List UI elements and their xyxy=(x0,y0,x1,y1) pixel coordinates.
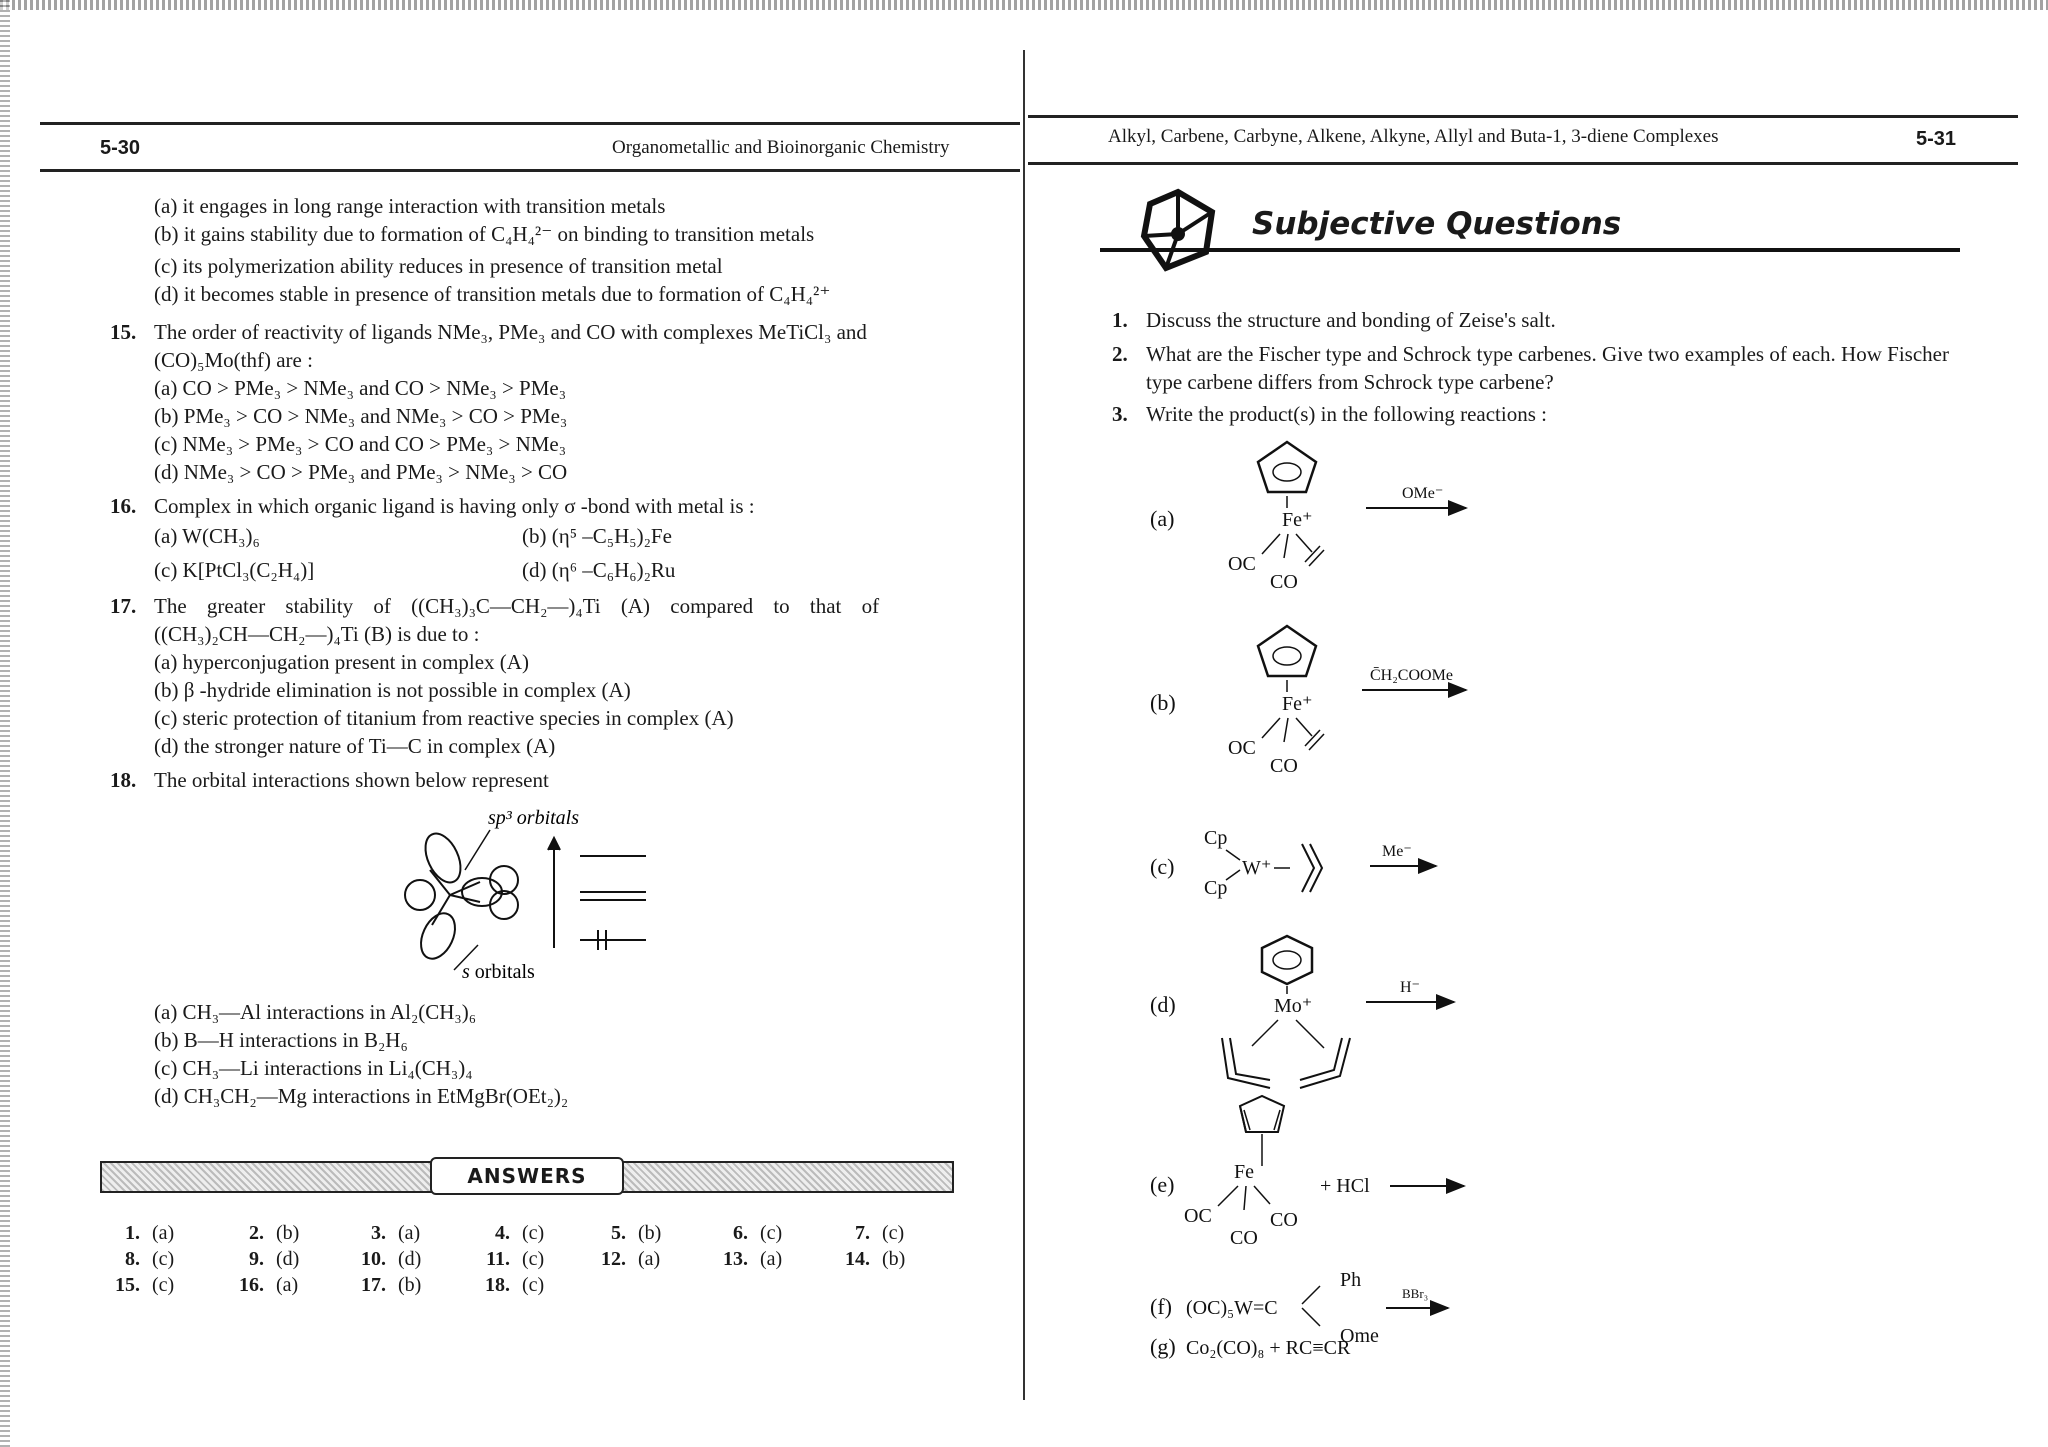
answer-number: 18. xyxy=(485,1274,510,1296)
answer-choice: (c) xyxy=(760,1222,783,1244)
answer-choice: (a) xyxy=(638,1248,661,1270)
answer-item xyxy=(586,1248,660,1271)
answer-item xyxy=(346,1248,421,1271)
section-title: Subjective Questions xyxy=(1252,206,1622,242)
question-17 xyxy=(110,592,950,760)
reaction-e-oc: OC xyxy=(1184,1205,1212,1227)
reaction-a-oc: OC xyxy=(1228,553,1256,575)
answer-item xyxy=(346,1222,420,1245)
reaction-b-label: (b) xyxy=(1150,690,1176,715)
answer-item xyxy=(470,1248,544,1271)
reaction-g-formula: Co₂(CO)₈ + RC≡CR xyxy=(1186,1337,1351,1359)
reaction-d xyxy=(1150,936,1454,1088)
answer-choice: (a) xyxy=(276,1274,299,1296)
s-orbitals-label: s orbitals xyxy=(462,961,535,983)
q18-option-a: (a) CH₃—Al interactions in Al₂(CH₃)₆ xyxy=(154,1000,477,1024)
q14-option-b: (b) it gains stability due to formation of C₄H₄²⁻ on binding to transition metals xyxy=(154,222,815,246)
reaction-d-reagent: H⁻ xyxy=(1400,979,1420,996)
q15-text: The order of reactivity of ligands NMe₃, PMe₃ and CO with complexes MeTiCl₃ and xyxy=(154,320,867,344)
answer-item xyxy=(224,1222,299,1245)
reaction-d-label: (d) xyxy=(1150,992,1176,1017)
left-page-number: 5-30 xyxy=(100,137,141,159)
sq3-text: Write the product(s) in the following reactions : xyxy=(1146,402,1547,426)
q17-option-a: (a) hyperconjugation present in complex (A) xyxy=(154,650,529,674)
q15-option-c: (c) NMe₃ > PMe₃ > CO and CO > PMe₃ > NMe₃ xyxy=(154,432,567,456)
q15-option-b: (b) PMe₃ > CO > NMe₃ and NMe₃ > CO > PMe₃ xyxy=(154,404,568,428)
q17-option-d: (d) the stronger nature of Ti—C in complex (A) xyxy=(154,734,556,758)
answer-number: 14. xyxy=(845,1248,870,1270)
sq2-text: What are the Fischer type and Schrock type carbenes. Give two examples of each. How Fischer xyxy=(1146,342,1949,366)
answer-choice: (c) xyxy=(522,1274,545,1296)
answer-number: 6. xyxy=(733,1222,748,1244)
q14-options xyxy=(44,192,830,308)
left-running-title: Organometallic and Bioinorganic Chemistry xyxy=(612,137,950,158)
answer-choice: (a) xyxy=(398,1222,421,1244)
reaction-f-ome: Ome xyxy=(1340,1325,1379,1347)
answers-title: ANSWERS xyxy=(430,1157,624,1195)
answer-item xyxy=(830,1222,904,1245)
subjective-q3 xyxy=(1112,400,1972,428)
answer-item xyxy=(100,1222,174,1245)
q14-option-a: (a) it engages in long range interaction with transition metals xyxy=(154,194,666,218)
reaction-c xyxy=(1150,827,1436,899)
q18-option-b: (b) B—H interactions in B₂H₆ xyxy=(154,1028,408,1052)
answer-choice: (c) xyxy=(522,1222,545,1244)
sq3-number: 3. xyxy=(1112,402,1128,426)
reaction-e xyxy=(1150,1096,1464,1249)
reaction-f xyxy=(1150,1269,1448,1347)
q17-option-c: (c) steric protection of titanium from reactive species in complex (A) xyxy=(154,706,734,730)
answer-choice: (b) xyxy=(882,1248,906,1270)
q16-option-b: (b) (η⁵ –C₅H₅)₂Fe xyxy=(522,524,672,548)
answer-number: 17. xyxy=(361,1274,386,1296)
answer-choice: (b) xyxy=(398,1274,422,1296)
answer-choice: (a) xyxy=(152,1222,175,1244)
heading-rule xyxy=(1100,248,1960,252)
answers-banner xyxy=(100,1157,950,1195)
reaction-e-co2: CO xyxy=(1270,1209,1298,1231)
q15-number: 15. xyxy=(110,320,137,344)
left-page-header xyxy=(40,122,1020,172)
answer-number: 15. xyxy=(115,1274,140,1296)
answer-choice: (c) xyxy=(882,1222,905,1244)
answer-item xyxy=(470,1274,544,1297)
reaction-e-co1: CO xyxy=(1230,1227,1258,1249)
reaction-g xyxy=(1150,1334,1351,1359)
answer-choice: (c) xyxy=(152,1248,175,1270)
right-page-number: 5-31 xyxy=(1916,128,1957,150)
question-18 xyxy=(110,766,549,794)
reaction-f-formula: (OC)₅W=C xyxy=(1186,1297,1278,1319)
answer-item xyxy=(470,1222,544,1245)
answer-choice: (b) xyxy=(638,1222,662,1244)
q17-text: The greater stability of ((CH₃)₃C—CH₂—)₄Ti (A) compared to that of xyxy=(154,594,880,618)
reaction-b-metal: Fe⁺ xyxy=(1282,693,1313,715)
answer-item xyxy=(830,1248,905,1271)
answer-choice: (b) xyxy=(276,1222,300,1244)
answer-item xyxy=(586,1222,661,1245)
reaction-d-metal: Mo⁺ xyxy=(1274,995,1313,1017)
answer-item xyxy=(346,1274,421,1297)
sq1-text: Discuss the structure and bonding of Zeise's salt. xyxy=(1146,308,1556,332)
q16-text: Complex in which organic ligand is having only σ -bond with metal is : xyxy=(154,494,755,518)
answer-item xyxy=(224,1274,298,1297)
answer-item xyxy=(100,1248,174,1271)
q16-number: 16. xyxy=(110,494,137,518)
q17-text-cont: ((CH₃)₂CH—CH₂—)₄Ti (B) is due to : xyxy=(154,622,480,646)
reaction-a xyxy=(1150,442,1466,593)
reaction-b xyxy=(1150,626,1466,777)
reaction-a-metal: Fe⁺ xyxy=(1282,509,1313,531)
sq2-text-cont: type carbene differs from Schrock type carbene? xyxy=(1146,370,1554,394)
q16-option-a: (a) W(CH₃)₆ xyxy=(154,524,260,548)
reaction-f-ph: Ph xyxy=(1340,1269,1362,1291)
q14-option-c: (c) its polymerization ability reduces in presence of transition metal xyxy=(154,254,723,278)
q18-option-c: (c) CH₃—Li interactions in Li₄(CH₃)₄ xyxy=(154,1056,473,1080)
reaction-c-label: (c) xyxy=(1150,854,1175,879)
q15-option-d: (d) NMe₃ > CO > PMe₃ and PMe₃ > NMe₃ > CO xyxy=(154,460,568,484)
energy-levels xyxy=(548,838,646,950)
q18-text: The orbital interactions shown below represent xyxy=(154,768,549,792)
answer-number: 11. xyxy=(486,1248,510,1270)
sq1-number: 1. xyxy=(1112,308,1128,332)
answer-number: 16. xyxy=(239,1274,264,1296)
right-page-header xyxy=(1028,115,2018,165)
reaction-b-reagent: C̄H₂COOMe xyxy=(1370,667,1453,684)
subjective-q1 xyxy=(1112,306,1972,334)
sq2-number: 2. xyxy=(1112,342,1128,366)
answer-choice: (c) xyxy=(522,1248,545,1270)
reaction-f-label: (f) xyxy=(1150,1294,1172,1319)
q17-number: 17. xyxy=(110,594,137,618)
reaction-a-label: (a) xyxy=(1150,506,1175,531)
subjective-q2 xyxy=(1112,340,1972,396)
q15-text-cont: (CO)₅Mo(thf) are : xyxy=(154,348,313,372)
answer-number: 7. xyxy=(855,1222,870,1244)
orbital-lobes xyxy=(405,828,518,964)
answer-number: 3. xyxy=(371,1222,386,1244)
q16-option-d: (d) (η⁶ –C₆H₆)₂Ru xyxy=(522,558,676,582)
answer-number: 2. xyxy=(249,1222,264,1244)
reaction-c-cp2: Cp xyxy=(1204,877,1228,899)
q17-option-b: (b) β -hydride elimination is not possible in complex (A) xyxy=(154,678,631,702)
reaction-b-co: CO xyxy=(1270,755,1298,777)
q18-option-d: (d) CH₃CH₂—Mg interactions in EtMgBr(OEt₂)₂ xyxy=(154,1084,569,1108)
reaction-c-cp1: Cp xyxy=(1204,827,1228,849)
right-running-title: Alkyl, Carbene, Carbyne, Alkene, Alkyne, Allyl and Buta-1, 3-diene Complexes xyxy=(1108,126,1719,147)
question-15 xyxy=(110,318,867,486)
reaction-a-co: CO xyxy=(1270,571,1298,593)
q18-options xyxy=(154,998,568,1110)
answer-choice: (d) xyxy=(276,1248,300,1270)
answer-item xyxy=(708,1248,782,1271)
reaction-f-reagent: BBr₃ xyxy=(1402,1286,1429,1301)
reaction-e-metal: Fe xyxy=(1234,1161,1254,1183)
answer-choice: (c) xyxy=(152,1274,175,1296)
answer-number: 5. xyxy=(611,1222,626,1244)
question-16 xyxy=(110,492,755,520)
section-emblem-icon xyxy=(1130,182,1226,278)
answer-item xyxy=(100,1274,174,1297)
answer-number: 8. xyxy=(125,1248,140,1270)
orbital-interaction-diagram xyxy=(390,800,670,990)
answer-item xyxy=(708,1222,782,1245)
answer-item xyxy=(224,1248,299,1271)
q15-option-a: (a) CO > PMe₃ > NMe₃ and CO > NMe₃ > PMe₃ xyxy=(154,376,567,400)
reaction-g-label: (g) xyxy=(1150,1334,1176,1359)
reaction-e-label: (e) xyxy=(1150,1172,1175,1197)
reaction-c-metal: W⁺ xyxy=(1242,857,1272,879)
answer-choice: (d) xyxy=(398,1248,422,1270)
answer-number: 12. xyxy=(601,1248,626,1270)
answer-number: 9. xyxy=(249,1248,264,1270)
sp3-orbitals-label: sp³ orbitals xyxy=(488,807,580,829)
q18-number: 18. xyxy=(110,768,137,792)
q16-option-c: (c) K[PtCl₃(C₂H₄)] xyxy=(154,558,315,582)
answer-number: 4. xyxy=(495,1222,510,1244)
reaction-a-reagent: OMe⁻ xyxy=(1402,485,1444,502)
answer-number: 1. xyxy=(125,1222,140,1244)
answer-number: 10. xyxy=(361,1248,386,1270)
reaction-b-oc: OC xyxy=(1228,737,1256,759)
answer-choice: (a) xyxy=(760,1248,783,1270)
answer-number: 13. xyxy=(723,1248,748,1270)
reaction-e-reagent: + HCl xyxy=(1320,1175,1370,1197)
subjective-questions-heading xyxy=(1100,182,1960,256)
q14-option-d: (d) it becomes stable in presence of transition metals due to formation of C₄H₄²⁺ xyxy=(154,282,831,306)
reaction-c-reagent: Me⁻ xyxy=(1382,843,1412,860)
reactions-figure xyxy=(1130,430,1990,1360)
